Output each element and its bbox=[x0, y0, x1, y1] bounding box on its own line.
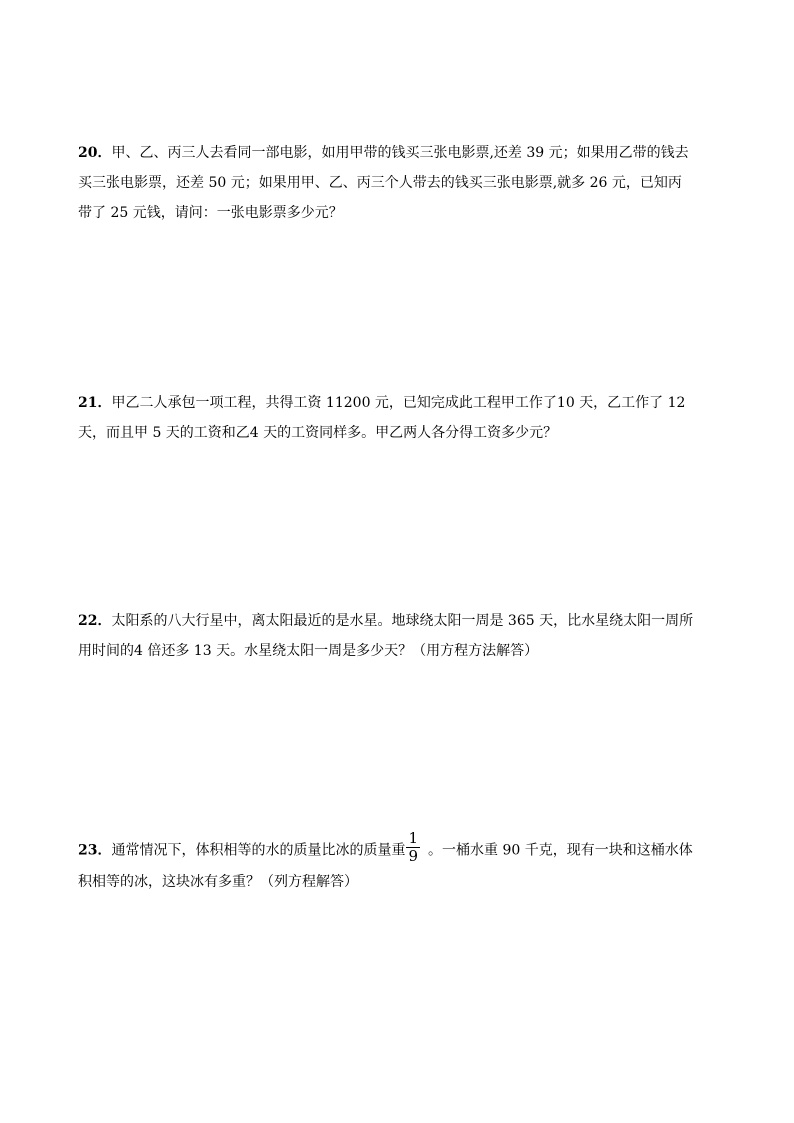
question-number: 21． bbox=[78, 395, 112, 411]
question-21-line-2: 天，而且甲 5 天的工资和乙4 天的工资同样多。甲乙两人各分得工资多少元？ bbox=[78, 425, 558, 441]
question-23-line-1 bbox=[78, 829, 718, 867]
question-text: 甲乙二人承包一项工程，共得工资 11200 元，已知完成此工程甲工作了10 天，乙工作了 12 bbox=[111, 395, 686, 411]
question-20-line-2: 买三张电影票，还差 50 元；如果用甲、乙、丙三个人带去的钱买三张电影票,就多 26 元，已知丙 bbox=[78, 175, 682, 191]
question-23-line-2: 积相等的冰，这块冰有多重？（列方程解答） bbox=[78, 874, 358, 890]
question-21-line-1 bbox=[78, 388, 718, 418]
question-text: 通常情况下，体积相等的水的质量比冰的质量重 bbox=[111, 842, 406, 859]
question-20-line-1 bbox=[78, 138, 718, 168]
question-number: 20． bbox=[78, 145, 112, 161]
question-text-continued: 。一桶水重 90 千克，现有一块和这桶水体 bbox=[428, 842, 693, 859]
fraction-denominator: 9 bbox=[408, 847, 419, 865]
question-20 bbox=[78, 138, 718, 228]
question-number: 22． bbox=[78, 613, 112, 629]
question-text: 太阳系的八大行星中，离太阳最近的是水星。地球绕太阳一周是 365 天，比水星绕太阳一周所 bbox=[111, 613, 694, 629]
question-21 bbox=[78, 388, 718, 448]
question-number: 23． bbox=[78, 842, 112, 859]
fraction-one-ninth bbox=[406, 831, 420, 864]
question-22 bbox=[78, 606, 718, 666]
question-text: 甲、乙、丙三人去看同一部电影，如用甲带的钱买三张电影票,还差 39 元；如果用乙带的钱去 bbox=[111, 145, 689, 161]
fraction-numerator: 1 bbox=[408, 829, 419, 847]
question-22-line-1 bbox=[78, 606, 718, 636]
question-22-line-2: 用时间的4 倍还多 13 天。水星绕太阳一周是多少天？（用方程方法解答） bbox=[78, 643, 539, 659]
question-20-line-3: 带了 25 元钱，请问：一张电影票多少元？ bbox=[78, 205, 343, 221]
question-23 bbox=[78, 829, 718, 897]
